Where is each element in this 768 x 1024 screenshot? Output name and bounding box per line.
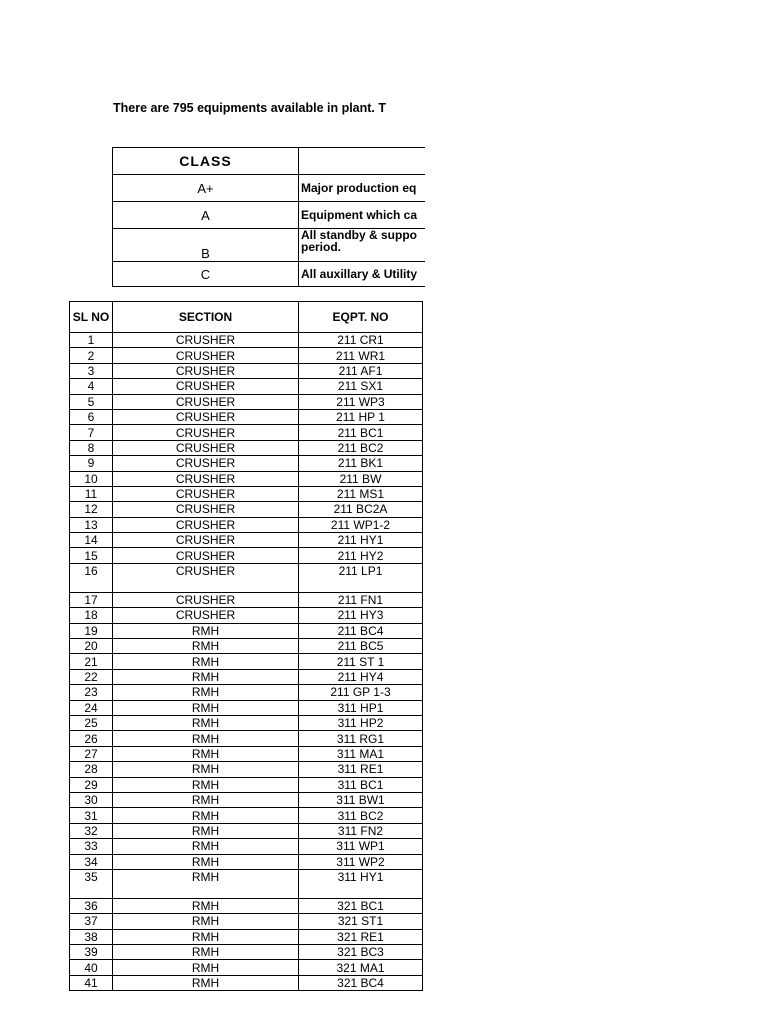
eqpt-no-cell: 321 RE1 <box>299 929 423 944</box>
table-row <box>70 425 423 440</box>
table-row <box>70 348 423 363</box>
table-row <box>70 639 423 654</box>
eqpt-no-cell: 321 BC1 <box>299 898 423 913</box>
table-row <box>70 792 423 807</box>
section-cell: RMH <box>113 975 299 990</box>
sl-no-cell: 25 <box>70 715 113 730</box>
section-cell: RMH <box>113 929 299 944</box>
class-description: Major production eq <box>299 175 426 202</box>
section-cell: RMH <box>113 669 299 684</box>
section-cell: RMH <box>113 808 299 823</box>
class-row <box>113 202 426 229</box>
sl-no-cell: 36 <box>70 898 113 913</box>
class-description: All standby & suppo period. <box>299 229 426 262</box>
eqpt-no-cell: 311 HP2 <box>299 715 423 730</box>
sl-no-cell: 41 <box>70 975 113 990</box>
section-cell: RMH <box>113 945 299 960</box>
class-value: A+ <box>113 175 299 202</box>
section-cell: CRUSHER <box>113 548 299 563</box>
section-cell: RMH <box>113 623 299 638</box>
section-cell: RMH <box>113 731 299 746</box>
sl-no-cell: 19 <box>70 623 113 638</box>
sl-no-cell: 37 <box>70 914 113 929</box>
eqpt-no-cell: 321 ST1 <box>299 914 423 929</box>
eqpt-no-cell: 211 WR1 <box>299 348 423 363</box>
eqpt-no-cell: 211 LP1 <box>299 563 423 592</box>
section-cell: RMH <box>113 777 299 792</box>
sl-no-cell: 1 <box>70 333 113 348</box>
eqpt-no-cell: 211 BC2A <box>299 502 423 517</box>
eqpt-no-cell: 311 WP1 <box>299 839 423 854</box>
eqpt-no-cell: 211 ST 1 <box>299 654 423 669</box>
table-row <box>70 471 423 486</box>
class-header: CLASS <box>113 148 299 175</box>
sl-no-cell: 31 <box>70 808 113 823</box>
eqpt-no-cell: 211 HY3 <box>299 608 423 623</box>
table-row <box>70 608 423 623</box>
sl-no-cell: 3 <box>70 363 113 378</box>
sl-no-cell: 20 <box>70 639 113 654</box>
eqpt-no-cell: 211 HY4 <box>299 669 423 684</box>
section-cell: RMH <box>113 869 299 898</box>
eqpt-no-cell: 211 BK1 <box>299 456 423 471</box>
section-cell: CRUSHER <box>113 486 299 501</box>
eqpt-no-cell: 211 FN1 <box>299 592 423 607</box>
sl-no-cell: 21 <box>70 654 113 669</box>
description-header <box>299 148 426 175</box>
table-row <box>70 808 423 823</box>
section-cell: CRUSHER <box>113 363 299 378</box>
sl-no-cell: 16 <box>70 563 113 592</box>
table-row <box>70 563 423 592</box>
eqpt-no-cell: 311 RE1 <box>299 762 423 777</box>
eqpt-no-cell: 321 BC3 <box>299 945 423 960</box>
sl-no-cell: 32 <box>70 823 113 838</box>
sl-no-cell: 4 <box>70 379 113 394</box>
section-cell: RMH <box>113 960 299 975</box>
table-row <box>70 762 423 777</box>
section-header: SECTION <box>113 302 299 333</box>
intro-text: There are 795 equipments available in plant. T <box>113 101 387 115</box>
class-row <box>113 175 426 202</box>
table-row <box>70 623 423 638</box>
section-cell: CRUSHER <box>113 333 299 348</box>
table-row <box>70 456 423 471</box>
section-cell: RMH <box>113 746 299 761</box>
table-row <box>70 869 423 898</box>
sl-no-cell: 7 <box>70 425 113 440</box>
sl-no-cell: 38 <box>70 929 113 944</box>
equipment-table <box>69 301 423 991</box>
eqpt-no-cell: 311 BC1 <box>299 777 423 792</box>
section-cell: CRUSHER <box>113 379 299 394</box>
equipment-table-body <box>70 333 423 991</box>
class-value: C <box>113 262 299 287</box>
table-row <box>70 854 423 869</box>
eqpt-no-cell: 211 SX1 <box>299 379 423 394</box>
class-description: Equipment which ca <box>299 202 426 229</box>
sl-no-cell: 34 <box>70 854 113 869</box>
table-row <box>70 777 423 792</box>
sl-no-cell: 26 <box>70 731 113 746</box>
sl-no-cell: 27 <box>70 746 113 761</box>
sl-no-header: SL NO <box>70 302 113 333</box>
table-row <box>70 517 423 532</box>
table-row <box>70 685 423 700</box>
table-row <box>70 486 423 501</box>
section-cell: RMH <box>113 898 299 913</box>
class-row <box>113 262 426 287</box>
table-row <box>70 394 423 409</box>
class-table <box>112 147 425 287</box>
sl-no-cell: 12 <box>70 502 113 517</box>
eqpt-no-cell: 321 MA1 <box>299 960 423 975</box>
section-cell: CRUSHER <box>113 409 299 424</box>
sl-no-cell: 28 <box>70 762 113 777</box>
class-value: B <box>113 229 299 262</box>
eqpt-no-cell: 311 RG1 <box>299 731 423 746</box>
section-cell: RMH <box>113 823 299 838</box>
eqpt-no-cell: 311 BW1 <box>299 792 423 807</box>
section-cell: CRUSHER <box>113 394 299 409</box>
sl-no-cell: 18 <box>70 608 113 623</box>
section-cell: CRUSHER <box>113 608 299 623</box>
sl-no-cell: 11 <box>70 486 113 501</box>
eqpt-no-cell: 311 WP2 <box>299 854 423 869</box>
table-row <box>70 592 423 607</box>
sl-no-cell: 17 <box>70 592 113 607</box>
sl-no-cell: 29 <box>70 777 113 792</box>
eqpt-no-cell: 311 HP1 <box>299 700 423 715</box>
table-row <box>70 975 423 990</box>
section-cell: CRUSHER <box>113 533 299 548</box>
table-row <box>70 669 423 684</box>
eqpt-no-cell: 211 WP1-2 <box>299 517 423 532</box>
section-cell: CRUSHER <box>113 502 299 517</box>
eqpt-no-cell: 211 BC5 <box>299 639 423 654</box>
sl-no-cell: 8 <box>70 440 113 455</box>
eqpt-no-cell: 211 MS1 <box>299 486 423 501</box>
eqpt-no-cell: 211 WP3 <box>299 394 423 409</box>
sl-no-cell: 9 <box>70 456 113 471</box>
table-row <box>70 960 423 975</box>
sl-no-cell: 30 <box>70 792 113 807</box>
eqpt-no-cell: 211 AF1 <box>299 363 423 378</box>
sl-no-cell: 14 <box>70 533 113 548</box>
eqpt-no-cell: 211 BC1 <box>299 425 423 440</box>
section-cell: CRUSHER <box>113 517 299 532</box>
sl-no-cell: 5 <box>70 394 113 409</box>
section-cell: CRUSHER <box>113 592 299 607</box>
section-cell: RMH <box>113 839 299 854</box>
section-cell: CRUSHER <box>113 425 299 440</box>
section-cell: CRUSHER <box>113 471 299 486</box>
table-row <box>70 823 423 838</box>
table-row <box>70 533 423 548</box>
table-row <box>70 898 423 913</box>
eqpt-no-cell: 311 HY1 <box>299 869 423 898</box>
table-row <box>70 746 423 761</box>
sl-no-cell: 13 <box>70 517 113 532</box>
equipment-table-header <box>70 302 423 333</box>
table-row <box>70 654 423 669</box>
eqpt-no-cell: 211 HY2 <box>299 548 423 563</box>
class-row <box>113 229 426 262</box>
section-cell: RMH <box>113 700 299 715</box>
section-cell: RMH <box>113 639 299 654</box>
table-row <box>70 409 423 424</box>
table-row <box>70 700 423 715</box>
section-cell: RMH <box>113 685 299 700</box>
sl-no-cell: 24 <box>70 700 113 715</box>
table-row <box>70 715 423 730</box>
table-row <box>70 929 423 944</box>
eqpt-no-header: EQPT. NO <box>299 302 423 333</box>
section-cell: CRUSHER <box>113 456 299 471</box>
section-cell: RMH <box>113 792 299 807</box>
sl-no-cell: 10 <box>70 471 113 486</box>
sl-no-cell: 6 <box>70 409 113 424</box>
eqpt-no-cell: 321 BC4 <box>299 975 423 990</box>
section-cell: CRUSHER <box>113 563 299 592</box>
section-cell: CRUSHER <box>113 348 299 363</box>
table-row <box>70 731 423 746</box>
eqpt-no-cell: 311 BC2 <box>299 808 423 823</box>
sl-no-cell: 15 <box>70 548 113 563</box>
sl-no-cell: 39 <box>70 945 113 960</box>
sl-no-cell: 23 <box>70 685 113 700</box>
sl-no-cell: 33 <box>70 839 113 854</box>
sl-no-cell: 40 <box>70 960 113 975</box>
eqpt-no-cell: 211 GP 1-3 <box>299 685 423 700</box>
eqpt-no-cell: 211 BW <box>299 471 423 486</box>
eqpt-no-cell: 211 BC4 <box>299 623 423 638</box>
table-row <box>70 945 423 960</box>
eqpt-no-cell: 211 BC2 <box>299 440 423 455</box>
class-table-header <box>113 148 426 175</box>
section-cell: RMH <box>113 762 299 777</box>
table-row <box>70 333 423 348</box>
sl-no-cell: 2 <box>70 348 113 363</box>
eqpt-no-cell: 211 HY1 <box>299 533 423 548</box>
table-row <box>70 914 423 929</box>
class-value: A <box>113 202 299 229</box>
section-cell: RMH <box>113 854 299 869</box>
table-row <box>70 839 423 854</box>
eqpt-no-cell: 311 MA1 <box>299 746 423 761</box>
section-cell: CRUSHER <box>113 440 299 455</box>
section-cell: RMH <box>113 654 299 669</box>
table-row <box>70 440 423 455</box>
eqpt-no-cell: 311 FN2 <box>299 823 423 838</box>
section-cell: RMH <box>113 715 299 730</box>
section-cell: RMH <box>113 914 299 929</box>
eqpt-no-cell: 211 HP 1 <box>299 409 423 424</box>
class-description: All auxillary & Utility <box>299 262 426 287</box>
table-row <box>70 548 423 563</box>
table-row <box>70 379 423 394</box>
sl-no-cell: 22 <box>70 669 113 684</box>
table-row <box>70 363 423 378</box>
eqpt-no-cell: 211 CR1 <box>299 333 423 348</box>
sl-no-cell: 35 <box>70 869 113 898</box>
table-row <box>70 502 423 517</box>
